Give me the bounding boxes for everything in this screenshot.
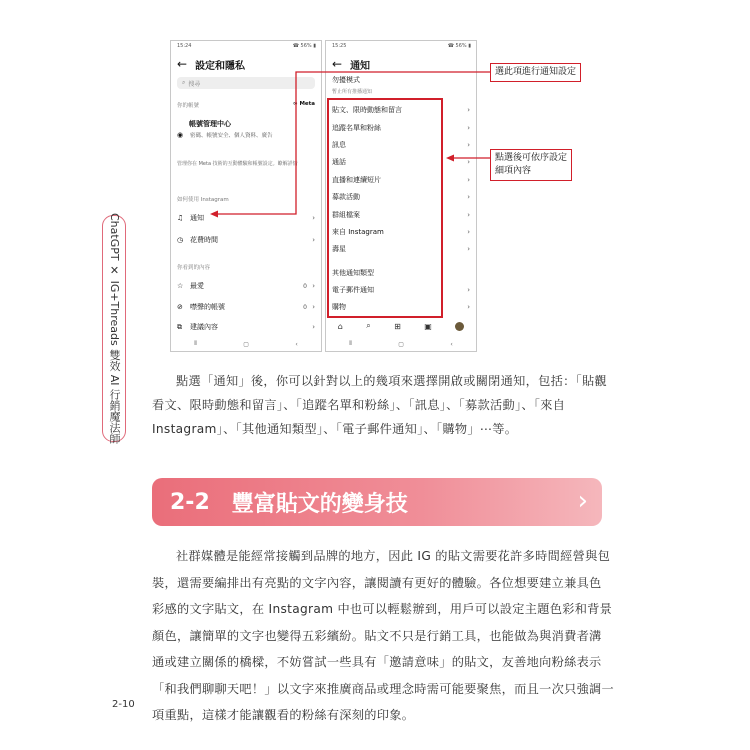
arrow-head-icon xyxy=(446,155,454,162)
notif-item-label: 其他通知類型 xyxy=(332,269,374,277)
section-title: 豐富貼文的變身技 xyxy=(231,491,408,517)
notif-item-label: 募款活動 xyxy=(332,193,360,201)
callout-set-items xyxy=(490,149,572,181)
meta-logo: ∞ Meta xyxy=(292,101,315,107)
chevron-right-icon: › xyxy=(312,214,315,222)
arrow-head-icon xyxy=(210,211,218,218)
notif-item-label: 訊息 xyxy=(332,141,346,149)
text-line: 通或建立關係的橋樑，不妨嘗試一些具有「邀請意味」的貼文，友善地向粉絲表示 xyxy=(152,655,602,669)
body-paragraph-1 xyxy=(152,369,607,441)
status-time: 15:25 xyxy=(332,43,347,49)
pause-all-label[interactable]: 勿擾模式 xyxy=(332,76,360,84)
back-arrow-icon[interactable]: ← xyxy=(332,57,343,71)
callout-text: 選此項進行通知設定 xyxy=(495,67,577,77)
muted-bell-icon: ⊘ xyxy=(177,303,183,311)
notif-item-label: 群組檔案 xyxy=(332,211,360,219)
status-time: 15:24 xyxy=(177,43,192,49)
chevron-right-icon: › xyxy=(467,303,470,311)
search-placeholder: 搜尋 xyxy=(188,80,201,88)
chevron-right-icon: › xyxy=(467,158,470,166)
pause-all-subtitle: 暫止所有推播通知 xyxy=(332,89,373,95)
notifications-title: 通知 xyxy=(350,60,371,72)
notifications-label: 通知 xyxy=(190,214,204,222)
muted-label: 噤聲的帳號 xyxy=(190,303,225,311)
bell-icon: ♫ xyxy=(177,214,184,222)
time-spent-label: 花費時間 xyxy=(190,236,218,244)
notif-item-label: 直播和連續短片 xyxy=(332,176,381,184)
section-label-account: 你的帳號 xyxy=(177,103,200,109)
home-icon[interactable]: ⌂ xyxy=(337,321,343,331)
back-icon[interactable]: ‹ xyxy=(295,340,298,348)
suggested-label: 建議內容 xyxy=(190,323,218,331)
chevron-right-icon: › xyxy=(467,286,470,294)
home-icon[interactable]: ▢ xyxy=(398,340,404,348)
section-number: 2-2 xyxy=(170,489,210,515)
create-post-icon[interactable]: ⊞ xyxy=(394,321,401,331)
star-icon: ☆ xyxy=(177,282,184,290)
notif-item-label: 壽星 xyxy=(332,245,346,253)
callout-select-notifications xyxy=(490,63,581,82)
section-label-how: 如何使用 Instagram xyxy=(177,197,229,203)
account-circle-icon: ◉ xyxy=(177,131,184,139)
text-line: 顏色，讓簡單的文字也變得五彩繽紛。貼文不只是行銷工具，也能做為與消費者溝 xyxy=(152,628,602,643)
text-line: 裝，還需要編排出有亮點的文字內容，讓閱讀有更好的體驗。各位想要建立兼具色 xyxy=(152,575,602,590)
back-icon[interactable]: ‹ xyxy=(450,340,453,348)
chevron-right-icon: › xyxy=(467,193,470,201)
chevron-right-icon: › xyxy=(312,236,315,244)
reels-icon[interactable]: ▣ xyxy=(424,321,432,331)
notif-item-label: 貼文、限時動態和留言 xyxy=(332,106,402,114)
section-label-see: 你看到的內容 xyxy=(177,265,211,271)
callout-text-line: 點選後可依序設定 xyxy=(495,153,568,163)
body-paragraph-2 xyxy=(152,543,615,729)
chevron-right-icon: › xyxy=(467,141,470,149)
search-icon[interactable]: ⌕ xyxy=(366,321,371,330)
notif-item-label: 來自 Instagram xyxy=(332,228,384,236)
chevron-right-icon: › xyxy=(467,106,470,114)
notif-item-label: 追蹤名單和粉絲 xyxy=(332,124,381,132)
search-icon: ⌕ xyxy=(182,79,186,86)
back-arrow-icon[interactable]: ← xyxy=(177,57,188,71)
notif-item-label: 通話 xyxy=(332,158,346,166)
favorites-count: 0 xyxy=(303,282,307,290)
callout-text-line: 細項內容 xyxy=(495,166,532,176)
section-heading-banner xyxy=(152,478,602,526)
chevron-right-icon: › xyxy=(312,323,315,331)
chevron-right-icon: › xyxy=(467,176,470,184)
settings-title: 設定和隱私 xyxy=(195,60,246,72)
chevron-right-icon: › xyxy=(467,245,470,253)
chevron-right-icon: › xyxy=(467,124,470,132)
chevron-right-icon: › xyxy=(577,486,588,516)
status-icons: ☎ 56% ▮ xyxy=(292,43,316,49)
text-line: 彩感的文字貼文，在 Instagram 中也可以輕鬆辦到，用戶可以設定主題色彩和背景 xyxy=(152,602,613,616)
notif-item-label: 電子郵件通知 xyxy=(332,286,374,294)
text-line: 項重點，這樣才能讓觀看的粉絲有深刻的印象。 xyxy=(152,708,415,722)
recents-icon[interactable]: ⦀ xyxy=(349,340,352,347)
account-center-title[interactable]: 帳號管理中心 xyxy=(189,120,231,128)
text-line: 「和我們聊聊天吧！」以文字來推廣商品或理念時需可能要聚焦，而且一次只強調一 xyxy=(152,681,615,696)
favorites-label: 最愛 xyxy=(190,282,204,290)
notif-item-label: 購物 xyxy=(332,303,346,311)
suggested-icon: ⧉ xyxy=(177,322,182,331)
arrow-line-notifications xyxy=(216,72,490,214)
account-center-subtitle: 密碼、帳號安全、個人資料、廣告 xyxy=(190,133,273,139)
chevron-right-icon: › xyxy=(467,211,470,219)
meta-note: 管理你在 Meta 技術的互動體驗和帳號設定。瞭解詳情 xyxy=(177,161,298,167)
text-line: Instagram」、「其他通知類型」、「電子郵件通知」、「購物」⋯等。 xyxy=(152,422,518,436)
text-line: 看文、限時動態和留言」、「追蹤名單和粉絲」、「訊息」、「募款活動」、「來自 xyxy=(152,398,566,412)
text-line: 點選「通知」後，你可以針對以上的幾項來選擇開啟或關閉通知，包括：「貼觀 xyxy=(176,374,607,388)
status-icons: ☎ 56% ▮ xyxy=(447,43,471,49)
chevron-right-icon: › xyxy=(312,303,315,311)
chevron-right-icon: › xyxy=(467,228,470,236)
page-number: 2-10 xyxy=(112,699,135,710)
recents-icon[interactable]: ⦀ xyxy=(194,340,197,347)
chevron-right-icon: › xyxy=(312,282,315,290)
text-line: 社群媒體是能經常接觸到品牌的地方，因此 IG 的貼文需要花許多時間經營與包 xyxy=(176,549,611,563)
muted-count: 0 xyxy=(303,303,307,311)
home-icon[interactable]: ▢ xyxy=(243,340,249,348)
chapter-side-tab-text: ChatGPT ✕ IG+Threads 雙效 AI 行銷魔法師 xyxy=(108,213,121,445)
clock-icon: ◷ xyxy=(177,236,184,244)
